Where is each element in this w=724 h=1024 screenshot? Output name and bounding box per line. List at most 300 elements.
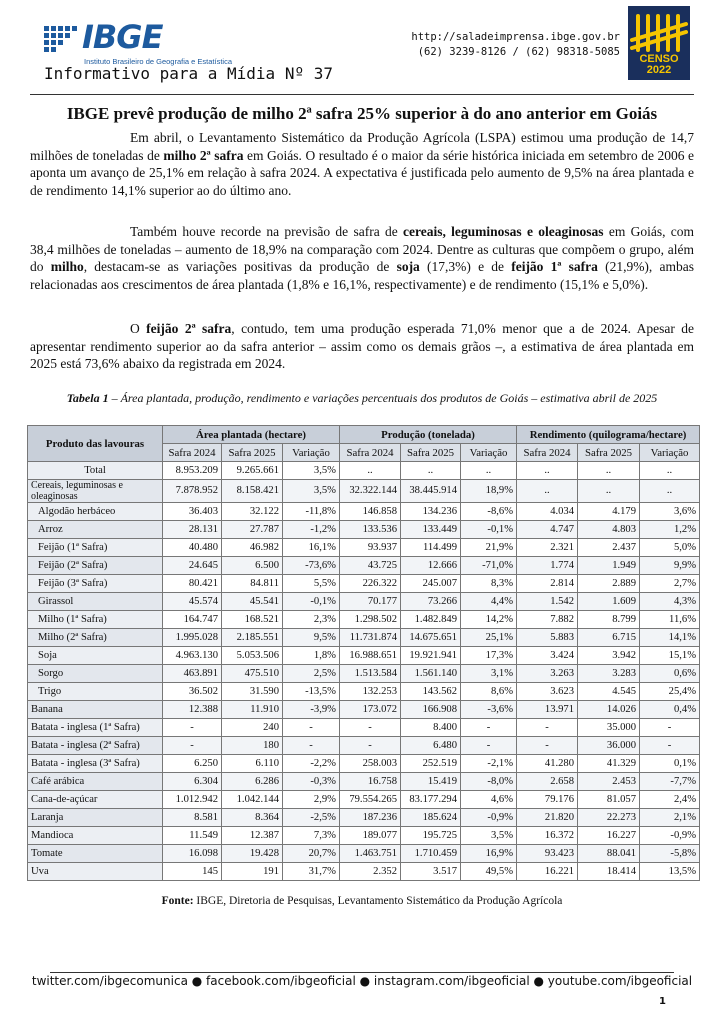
value-cell: 5.883 — [517, 629, 578, 647]
value-cell: 6.250 — [163, 755, 222, 773]
contact-url[interactable]: http://saladeimprensa.ibge.gov.br — [411, 31, 620, 43]
table-row — [28, 503, 700, 521]
text-run: Em abril, o Levantamento Sistemático da Produção Agrícola (LSPA) estimou uma produção de 14,7 milhões de toneladas de — [30, 130, 694, 163]
value-cell: 16,9% — [461, 845, 517, 863]
table-row — [28, 557, 700, 575]
value-cell: 11.731.874 — [340, 629, 401, 647]
value-cell: .. — [578, 480, 640, 503]
value-cell: - — [163, 719, 222, 737]
value-cell: 13.971 — [517, 701, 578, 719]
value-cell: -1,2% — [283, 521, 340, 539]
product-name-cell: Algodão herbáceo — [28, 503, 163, 521]
value-cell: 22.273 — [578, 809, 640, 827]
text-run: , destacam-se as variações positivas da produção de — [83, 259, 397, 274]
value-cell: 1.463.751 — [340, 845, 401, 863]
value-cell: 240 — [222, 719, 283, 737]
value-cell: 93.937 — [340, 539, 401, 557]
value-cell: 11.549 — [163, 827, 222, 845]
social-links[interactable]: twitter.com/ibgecomunica ● facebook.com/ibgeoficial ● instagram.com/ibgeoficial ● youtube.com/ibgeoficial — [31, 974, 693, 988]
table-row — [28, 809, 700, 827]
value-cell: 1.513.584 — [340, 665, 401, 683]
caption-text: – Área plantada, produção, rendimento e variações percentuais dos produtos de Goiás – estimativa abril de 2025 — [108, 391, 658, 405]
value-cell: 4,3% — [640, 593, 700, 611]
value-cell: 134.236 — [401, 503, 461, 521]
value-cell: 8.953.209 — [163, 462, 222, 480]
value-cell: 0,4% — [640, 701, 700, 719]
value-cell: - — [163, 737, 222, 755]
value-cell: 185.624 — [401, 809, 461, 827]
value-cell: 46.982 — [222, 539, 283, 557]
value-cell: 41.329 — [578, 755, 640, 773]
product-name-cell: Batata - inglesa (2ª Safra) — [28, 737, 163, 755]
paragraph-1 — [30, 129, 694, 199]
table-row — [28, 827, 700, 845]
value-cell: 32.322.144 — [340, 480, 401, 503]
product-name-cell: Trigo — [28, 683, 163, 701]
value-cell: 36.000 — [578, 737, 640, 755]
value-cell: 6.480 — [401, 737, 461, 755]
value-cell: 16.372 — [517, 827, 578, 845]
value-cell: 8.158.421 — [222, 480, 283, 503]
value-cell: 16.098 — [163, 845, 222, 863]
value-cell: 25,4% — [640, 683, 700, 701]
table-source — [30, 895, 694, 907]
table-row — [28, 863, 700, 881]
value-cell: -73,6% — [283, 557, 340, 575]
value-cell: 16,1% — [283, 539, 340, 557]
value-cell: .. — [517, 462, 578, 480]
value-cell: 6.715 — [578, 629, 640, 647]
value-cell: .. — [640, 462, 700, 480]
table-body — [28, 462, 700, 881]
value-cell: 3.517 — [401, 863, 461, 881]
value-cell: 2,1% — [640, 809, 700, 827]
subheader: Safra 2024 — [163, 444, 222, 462]
value-cell: - — [640, 737, 700, 755]
value-cell: 173.072 — [340, 701, 401, 719]
value-cell: 6.286 — [222, 773, 283, 791]
value-cell: 12.387 — [222, 827, 283, 845]
value-cell: 38.445.914 — [401, 480, 461, 503]
value-cell: 21.820 — [517, 809, 578, 827]
value-cell: 3,6% — [640, 503, 700, 521]
bold-text: milho — [50, 259, 84, 274]
value-cell: 0,6% — [640, 665, 700, 683]
censo-2022-logo — [628, 6, 690, 80]
group-header-area: Área plantada (hectare) — [163, 426, 340, 444]
table-row — [28, 521, 700, 539]
value-cell: 6.110 — [222, 755, 283, 773]
text-run: O — [130, 321, 147, 336]
value-cell: 14.026 — [578, 701, 640, 719]
value-cell: - — [517, 737, 578, 755]
value-cell: -8,6% — [461, 503, 517, 521]
value-cell: 7.882 — [517, 611, 578, 629]
value-cell: 31.590 — [222, 683, 283, 701]
value-cell: 2.814 — [517, 575, 578, 593]
value-cell: -3,6% — [461, 701, 517, 719]
value-cell: 11.910 — [222, 701, 283, 719]
table-row — [28, 755, 700, 773]
table-row — [28, 683, 700, 701]
value-cell: 2.437 — [578, 539, 640, 557]
value-cell: 80.421 — [163, 575, 222, 593]
product-name-cell: Total — [28, 462, 163, 480]
table-row — [28, 773, 700, 791]
value-cell: 17,3% — [461, 647, 517, 665]
product-name-cell: Uva — [28, 863, 163, 881]
value-cell: .. — [578, 462, 640, 480]
product-name-cell: Milho (1ª Safra) — [28, 611, 163, 629]
value-cell: 1.542 — [517, 593, 578, 611]
value-cell: 2.352 — [340, 863, 401, 881]
value-cell: .. — [517, 480, 578, 503]
table-row — [28, 629, 700, 647]
production-table — [27, 425, 700, 881]
source-text: IBGE, Diretoria de Pesquisas, Levantamento Sistemático da Produção Agrícola — [193, 895, 563, 907]
value-cell: 2,5% — [283, 665, 340, 683]
value-cell: -5,8% — [640, 845, 700, 863]
product-name-cell: Mandioca — [28, 827, 163, 845]
value-cell: 93.423 — [517, 845, 578, 863]
value-cell: 226.322 — [340, 575, 401, 593]
value-cell: 4.545 — [578, 683, 640, 701]
value-cell: 15.419 — [401, 773, 461, 791]
caption-label: Tabela 1 — [66, 391, 109, 405]
value-cell: 166.908 — [401, 701, 461, 719]
product-name-cell: Feijão (3ª Safra) — [28, 575, 163, 593]
value-cell: 4.803 — [578, 521, 640, 539]
censo-word: CENSO — [639, 53, 679, 65]
subheader: Safra 2024 — [340, 444, 401, 462]
value-cell: 4.963.130 — [163, 647, 222, 665]
value-cell: 0,1% — [640, 755, 700, 773]
value-cell: 1.609 — [578, 593, 640, 611]
text-run: (17,3%) e de — [419, 259, 512, 274]
value-cell: -8,0% — [461, 773, 517, 791]
value-cell: 41.280 — [517, 755, 578, 773]
value-cell: 43.725 — [340, 557, 401, 575]
subheader: Safra 2024 — [517, 444, 578, 462]
value-cell: 19.921.941 — [401, 647, 461, 665]
value-cell: 35.000 — [578, 719, 640, 737]
value-cell: .. — [340, 462, 401, 480]
paragraph-2 — [30, 223, 694, 293]
value-cell: 9,5% — [283, 629, 340, 647]
value-cell: 8.400 — [401, 719, 461, 737]
value-cell: 2,9% — [283, 791, 340, 809]
product-name-cell: Café arábica — [28, 773, 163, 791]
value-cell: 2,3% — [283, 611, 340, 629]
value-cell: 19.428 — [222, 845, 283, 863]
value-cell: 36.502 — [163, 683, 222, 701]
value-cell: 49,5% — [461, 863, 517, 881]
value-cell: 8,3% — [461, 575, 517, 593]
contact-phones: (62) 3239-8126 / (62) 98318-5085 — [417, 46, 620, 58]
value-cell: 9,9% — [640, 557, 700, 575]
value-cell: 3,5% — [283, 480, 340, 503]
value-cell: 8.364 — [222, 809, 283, 827]
value-cell: 28.131 — [163, 521, 222, 539]
ibge-grid-icon — [44, 26, 78, 54]
value-cell: 4.179 — [578, 503, 640, 521]
value-cell: 14,2% — [461, 611, 517, 629]
product-name-cell: Laranja — [28, 809, 163, 827]
value-cell: 4,6% — [461, 791, 517, 809]
product-name-cell: Sorgo — [28, 665, 163, 683]
value-cell: - — [340, 737, 401, 755]
value-cell: 2.185.551 — [222, 629, 283, 647]
product-name-cell: Banana — [28, 701, 163, 719]
value-cell: 1.949 — [578, 557, 640, 575]
subheader: Safra 2025 — [578, 444, 640, 462]
value-cell: 1.042.144 — [222, 791, 283, 809]
value-cell: 1.995.028 — [163, 629, 222, 647]
value-cell: 1.482.849 — [401, 611, 461, 629]
value-cell: 3.623 — [517, 683, 578, 701]
value-cell: 88.041 — [578, 845, 640, 863]
subheader: Variação — [640, 444, 700, 462]
value-cell: -0,1% — [283, 593, 340, 611]
value-cell: 8,6% — [461, 683, 517, 701]
subheader: Safra 2025 — [222, 444, 283, 462]
value-cell: 1.561.140 — [401, 665, 461, 683]
value-cell: 195.725 — [401, 827, 461, 845]
value-cell: -71,0% — [461, 557, 517, 575]
value-cell: - — [517, 719, 578, 737]
value-cell: 252.519 — [401, 755, 461, 773]
value-cell: 1.774 — [517, 557, 578, 575]
product-name-cell: Feijão (2ª Safra) — [28, 557, 163, 575]
value-cell: 146.858 — [340, 503, 401, 521]
paragraph-3 — [30, 320, 694, 373]
value-cell: 8.799 — [578, 611, 640, 629]
value-cell: 18,9% — [461, 480, 517, 503]
subheader: Variação — [461, 444, 517, 462]
value-cell: 3,5% — [283, 462, 340, 480]
value-cell: 1.012.942 — [163, 791, 222, 809]
value-cell: 4.034 — [517, 503, 578, 521]
info-title: Informativo para a Mídia Nº 37 — [44, 64, 333, 83]
value-cell: 36.403 — [163, 503, 222, 521]
value-cell: 81.057 — [578, 791, 640, 809]
value-cell: 16.758 — [340, 773, 401, 791]
value-cell: 2.453 — [578, 773, 640, 791]
table-row — [28, 575, 700, 593]
text-run: em Goiás, com 38,4 milhões de toneladas – aumento de 18,9% na comparação com 2024. Dentre as culturas que compõem o grupo, além do — [30, 224, 695, 274]
footer-divider — [50, 972, 674, 973]
value-cell: 5.053.506 — [222, 647, 283, 665]
table-row — [28, 791, 700, 809]
value-cell: 31,7% — [283, 863, 340, 881]
value-cell: 24.645 — [163, 557, 222, 575]
text-run: em Goiás. O resultado é o maior da série histórica iniciada em setembro de 2006 e aponta um avanço de 25,1% em relação à safra 2024. A expectativa é justificada pelo aumento de 9,5% na área plantada e de rendimento 14,1% superior ao do último ano. — [30, 147, 695, 198]
product-name-cell: Girassol — [28, 593, 163, 611]
text-run: , contudo, tem uma produção esperada 71,0% menor que a de 2024. Apesar de apresentar rendimento superior ao da safra anterior – assim como os demais grãos –, a estimativa de área plantada em 2025 está 73,6% abaixo da registrada em 2024. — [30, 321, 695, 371]
value-cell: - — [283, 737, 340, 755]
value-cell: 79.554.265 — [340, 791, 401, 809]
value-cell: .. — [461, 462, 517, 480]
product-name-cell: Soja — [28, 647, 163, 665]
value-cell: 4,4% — [461, 593, 517, 611]
value-cell: 2.658 — [517, 773, 578, 791]
value-cell: -0,9% — [461, 809, 517, 827]
value-cell: 3.424 — [517, 647, 578, 665]
value-cell: 143.562 — [401, 683, 461, 701]
value-cell: -0,3% — [283, 773, 340, 791]
value-cell: 16.227 — [578, 827, 640, 845]
value-cell: 8.581 — [163, 809, 222, 827]
text-run: Também houve recorde na previsão de safra de — [130, 224, 404, 239]
bold-text: milho 2ª safra — [163, 147, 244, 163]
value-cell: 2.889 — [578, 575, 640, 593]
value-cell: -2,1% — [461, 755, 517, 773]
product-name-cell: Feijão (1ª Safra) — [28, 539, 163, 557]
value-cell: 258.003 — [340, 755, 401, 773]
value-cell: 45.574 — [163, 593, 222, 611]
value-cell: 25,1% — [461, 629, 517, 647]
censo-label — [628, 54, 690, 76]
subheader: Variação — [283, 444, 340, 462]
value-cell: - — [340, 719, 401, 737]
value-cell: 3.263 — [517, 665, 578, 683]
value-cell: 133.536 — [340, 521, 401, 539]
page-number: 1 — [659, 996, 666, 1007]
value-cell: 189.077 — [340, 827, 401, 845]
contact-block — [411, 30, 620, 60]
col-product-header: Produto das lavouras — [28, 426, 163, 462]
value-cell: 145 — [163, 863, 222, 881]
value-cell: -0,9% — [640, 827, 700, 845]
bold-text: feijão 2ª safra — [146, 321, 232, 336]
value-cell: 18.414 — [578, 863, 640, 881]
censo-year: 2022 — [646, 64, 672, 76]
value-cell: 187.236 — [340, 809, 401, 827]
value-cell: .. — [401, 462, 461, 480]
value-cell: 6.304 — [163, 773, 222, 791]
value-cell: 45.541 — [222, 593, 283, 611]
group-header-yield: Rendimento (quilograma/hectare) — [517, 426, 700, 444]
value-cell: 6.500 — [222, 557, 283, 575]
product-name-cell: Cana-de-açúcar — [28, 791, 163, 809]
source-label: Fonte: — [161, 895, 194, 907]
value-cell: 245.007 — [401, 575, 461, 593]
product-name-cell: Batata - inglesa (1ª Safra) — [28, 719, 163, 737]
value-cell: 4.747 — [517, 521, 578, 539]
value-cell: 463.891 — [163, 665, 222, 683]
logo-text: IBGE — [82, 18, 163, 56]
value-cell: 1.298.502 — [340, 611, 401, 629]
headline: IBGE prevê produção de milho 2ª safra 25% superior à do ano anterior em Goiás — [66, 104, 658, 123]
table-row — [28, 719, 700, 737]
table-row — [28, 701, 700, 719]
table-row — [28, 462, 700, 480]
value-cell: 3.283 — [578, 665, 640, 683]
value-cell: 27.787 — [222, 521, 283, 539]
header-divider — [30, 94, 694, 95]
bold-text: soja — [396, 259, 420, 274]
product-name-cell: Milho (2ª Safra) — [28, 629, 163, 647]
value-cell: 15,1% — [640, 647, 700, 665]
value-cell: .. — [640, 480, 700, 503]
value-cell: 83.177.294 — [401, 791, 461, 809]
value-cell: 73.266 — [401, 593, 461, 611]
value-cell: 2.321 — [517, 539, 578, 557]
table-row — [28, 737, 700, 755]
tally-marks-icon — [628, 10, 690, 56]
product-name-cell: Tomate — [28, 845, 163, 863]
value-cell: -0,1% — [461, 521, 517, 539]
value-cell: 20,7% — [283, 845, 340, 863]
value-cell: 168.521 — [222, 611, 283, 629]
table-row — [28, 480, 700, 503]
table-caption — [30, 391, 694, 405]
value-cell: 5,0% — [640, 539, 700, 557]
table-row — [28, 665, 700, 683]
value-cell: 16.221 — [517, 863, 578, 881]
value-cell: - — [461, 719, 517, 737]
value-cell: 2,7% — [640, 575, 700, 593]
value-cell: 13,5% — [640, 863, 700, 881]
value-cell: 164.747 — [163, 611, 222, 629]
product-name-cell: Arroz — [28, 521, 163, 539]
value-cell: -2,5% — [283, 809, 340, 827]
value-cell: 7.878.952 — [163, 480, 222, 503]
value-cell: 70.177 — [340, 593, 401, 611]
table-row — [28, 647, 700, 665]
value-cell: 79.176 — [517, 791, 578, 809]
value-cell: 12.666 — [401, 557, 461, 575]
subheader: Safra 2025 — [401, 444, 461, 462]
value-cell: 7,3% — [283, 827, 340, 845]
value-cell: -3,9% — [283, 701, 340, 719]
value-cell: 21,9% — [461, 539, 517, 557]
product-name-cell: Cereais, leguminosas e oleaginosas — [28, 480, 163, 503]
value-cell: 1.710.459 — [401, 845, 461, 863]
value-cell: - — [640, 719, 700, 737]
value-cell: 475.510 — [222, 665, 283, 683]
text-run: (21,9%), ambas relacionadas aos crescimentos de área plantada (1,8% e 16,1%, respectivamente) e de rendimento (15,1% e 5,0%). — [30, 259, 694, 292]
value-cell: 133.449 — [401, 521, 461, 539]
value-cell: 12.388 — [163, 701, 222, 719]
logo-subtitle: Instituto Brasileiro de Geografia e Estatística — [84, 57, 232, 66]
value-cell: 180 — [222, 737, 283, 755]
product-name-cell: Batata - inglesa (3ª Safra) — [28, 755, 163, 773]
value-cell: 40.480 — [163, 539, 222, 557]
value-cell: 5,5% — [283, 575, 340, 593]
value-cell: 16.988.651 — [340, 647, 401, 665]
value-cell: - — [283, 719, 340, 737]
bold-text: feijão 1ª safra — [511, 259, 598, 274]
value-cell: -13,5% — [283, 683, 340, 701]
value-cell: 14,1% — [640, 629, 700, 647]
bold-text: cereais, leguminosas e oleaginosas — [403, 224, 604, 239]
value-cell: 14.675.651 — [401, 629, 461, 647]
value-cell: 84.811 — [222, 575, 283, 593]
value-cell: 32.122 — [222, 503, 283, 521]
value-cell: 1,2% — [640, 521, 700, 539]
value-cell: 3,5% — [461, 827, 517, 845]
value-cell: 191 — [222, 863, 283, 881]
table-row — [28, 845, 700, 863]
value-cell: -7,7% — [640, 773, 700, 791]
table-row — [28, 593, 700, 611]
group-header-production: Produção (tonelada) — [340, 426, 517, 444]
value-cell: - — [461, 737, 517, 755]
value-cell: 9.265.661 — [222, 462, 283, 480]
value-cell: 3,1% — [461, 665, 517, 683]
value-cell: 114.499 — [401, 539, 461, 557]
